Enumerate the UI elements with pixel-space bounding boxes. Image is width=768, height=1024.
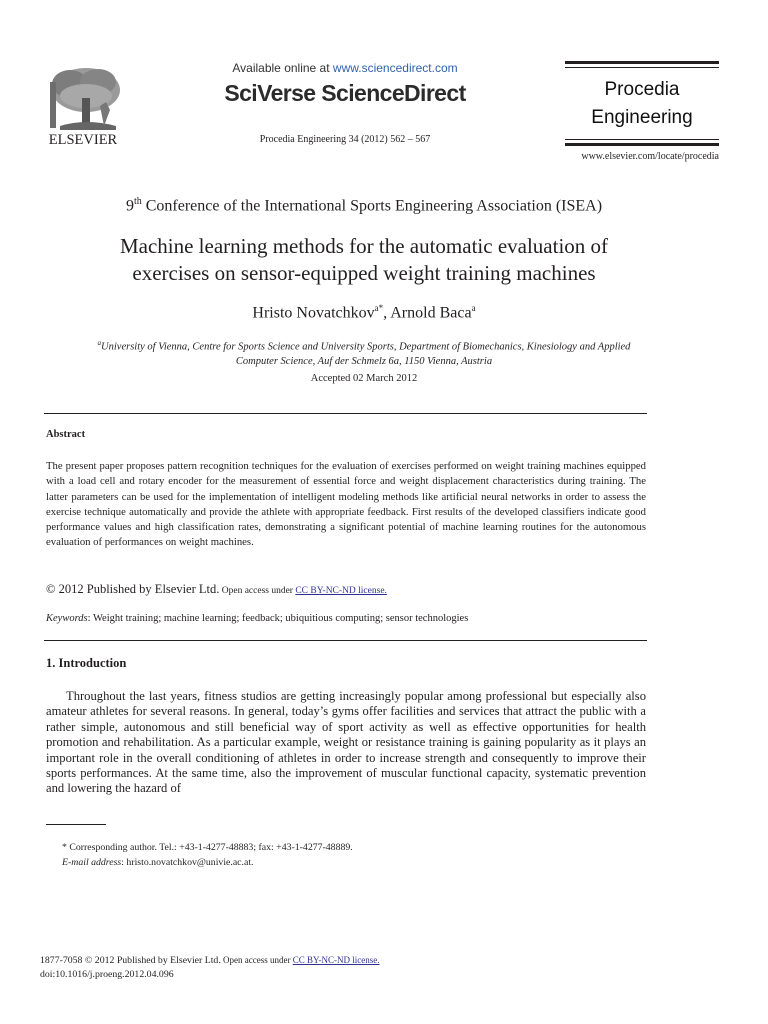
footer-doi: doi:10.1016/j.proeng.2012.04.096 (40, 969, 174, 980)
abstract-top-rule (44, 413, 647, 414)
copyright-line (46, 582, 387, 597)
accepted-date: Accepted 02 March 2012 (310, 373, 418, 384)
paper-title-line2: exercises on sensor-equipped weight training machines (132, 261, 596, 285)
author-1: Hristo Novatchkov (252, 304, 375, 322)
paper-title (40, 233, 688, 287)
author-1-mark: a* (374, 303, 384, 313)
license-link[interactable]: CC BY-NC-ND license. (295, 586, 387, 596)
affiliation-line1 (55, 336, 673, 355)
email-address: : hristo.novatchkov@univie.ac.at. (121, 857, 254, 868)
corresponding-author-footnote: * Corresponding author. Tel.: +43-1-4277-48883; fax: +43-1-4277-48889. (62, 842, 353, 853)
introduction-body: Throughout the last years, fitness studios are getting increasingly popular among professional but especially also amateur athletes for several reasons. In general, today’s gyms offer facilities and services that attract the public with a rather simple, autonomous and still beneficial way of sport activity as well as effective opportunities for health promotion and rehabilitation. As a particular example, weight or resistance training is gaining popularity as it plays an important role in the overall conditioning of athletes in order to increase strength and consequently to improve their sports performances. At the same time, also the improvement of muscular functional capacity, systematic prevention and lowering the hazard of (46, 689, 646, 796)
conference-name: Conference of the International Sports Engineering Association (ISEA) (141, 197, 603, 215)
footer-license-link[interactable]: CC BY-NC-ND license. (292, 955, 380, 965)
affiliation (55, 336, 673, 369)
sciencedirect-link[interactable]: www.sciencedirect.com (332, 61, 458, 75)
email-footnote (62, 857, 254, 868)
available-online-line (200, 61, 490, 75)
email-label: E-mail address (62, 857, 122, 868)
copyright-text: © 2012 Published by Elsevier Ltd. (46, 582, 220, 596)
introduction-heading: 1. Introduction (46, 656, 127, 670)
affiliation-text-1: University of Vienna, Centre for Sports Science and University Sports, Department of Biomechanics, Kinesiology and Applied (101, 341, 631, 353)
sciverse-sciencedirect-brand: SciVerse ScienceDirect (224, 80, 466, 106)
author-2: Arnold Baca (390, 304, 472, 322)
svg-text:ELSEVIER: ELSEVIER (48, 132, 118, 148)
abstract-body: The present paper proposes pattern recognition techniques for the evaluation of exercises performed on weight training machines equipped with a load cell and rotary encoder for the measurement of essential force and weight displacement characteristics during training. The latter parameters can be used for the implementation of intelligent modeling methods like artificial neural networks in order to assess the exercise technique automatically and provide the athlete with appropriate feedback. First results of the developed classifiers indicate good performance values and high classification rates, demonstrating a significant potential of machine learning routines for the autonomous evaluation of performances on weight machines. (46, 460, 646, 549)
footer-issn: 1877-7058 © 2012 Published by Elsevier Ltd. (40, 955, 221, 966)
author-2-mark: a (471, 303, 476, 313)
footer-open-access-prefix: Open access under (220, 955, 293, 965)
open-access-prefix: Open access under (219, 586, 296, 596)
affiliation-mark: a (97, 339, 102, 347)
journal-rule-top-thin (565, 67, 719, 68)
journal-citation: Procedia Engineering 34 (2012) 562 – 567 (259, 134, 431, 145)
keywords-list: : Weight training; machine learning; feedback; ubiquitious computing; sensor technologies (87, 613, 469, 624)
journal-rule-bottom-thin (565, 139, 719, 140)
conference-ordinal-suffix: th (133, 196, 142, 207)
footer-issn-line (40, 955, 380, 966)
keywords-line (46, 613, 468, 624)
journal-name (565, 76, 719, 132)
conference-ordinal: 9 (125, 197, 134, 215)
abstract-bottom-rule (44, 640, 647, 641)
keywords-label: Keywords (46, 613, 88, 624)
footnote-rule (46, 824, 106, 825)
elsevier-logo (40, 62, 126, 150)
journal-url[interactable]: www.elsevier.com/locate/procedia (581, 151, 719, 162)
available-online-prefix: Available online at (232, 61, 330, 75)
affiliation-line2: Computer Science, Auf der Schmelz 6a, 1150 Vienna, Austria (235, 355, 493, 367)
journal-rule-top (565, 61, 719, 64)
elsevier-tree-icon (40, 62, 126, 150)
journal-name-line2: Engineering (591, 107, 693, 128)
author-separator: , (383, 304, 391, 322)
authors (40, 303, 688, 322)
conference-line (40, 196, 688, 215)
paper-title-line1: Machine learning methods for the automatic evaluation of (119, 234, 609, 258)
abstract-heading: Abstract (46, 429, 86, 440)
journal-rule-bottom (565, 143, 719, 146)
journal-name-line1: Procedia (604, 79, 680, 100)
